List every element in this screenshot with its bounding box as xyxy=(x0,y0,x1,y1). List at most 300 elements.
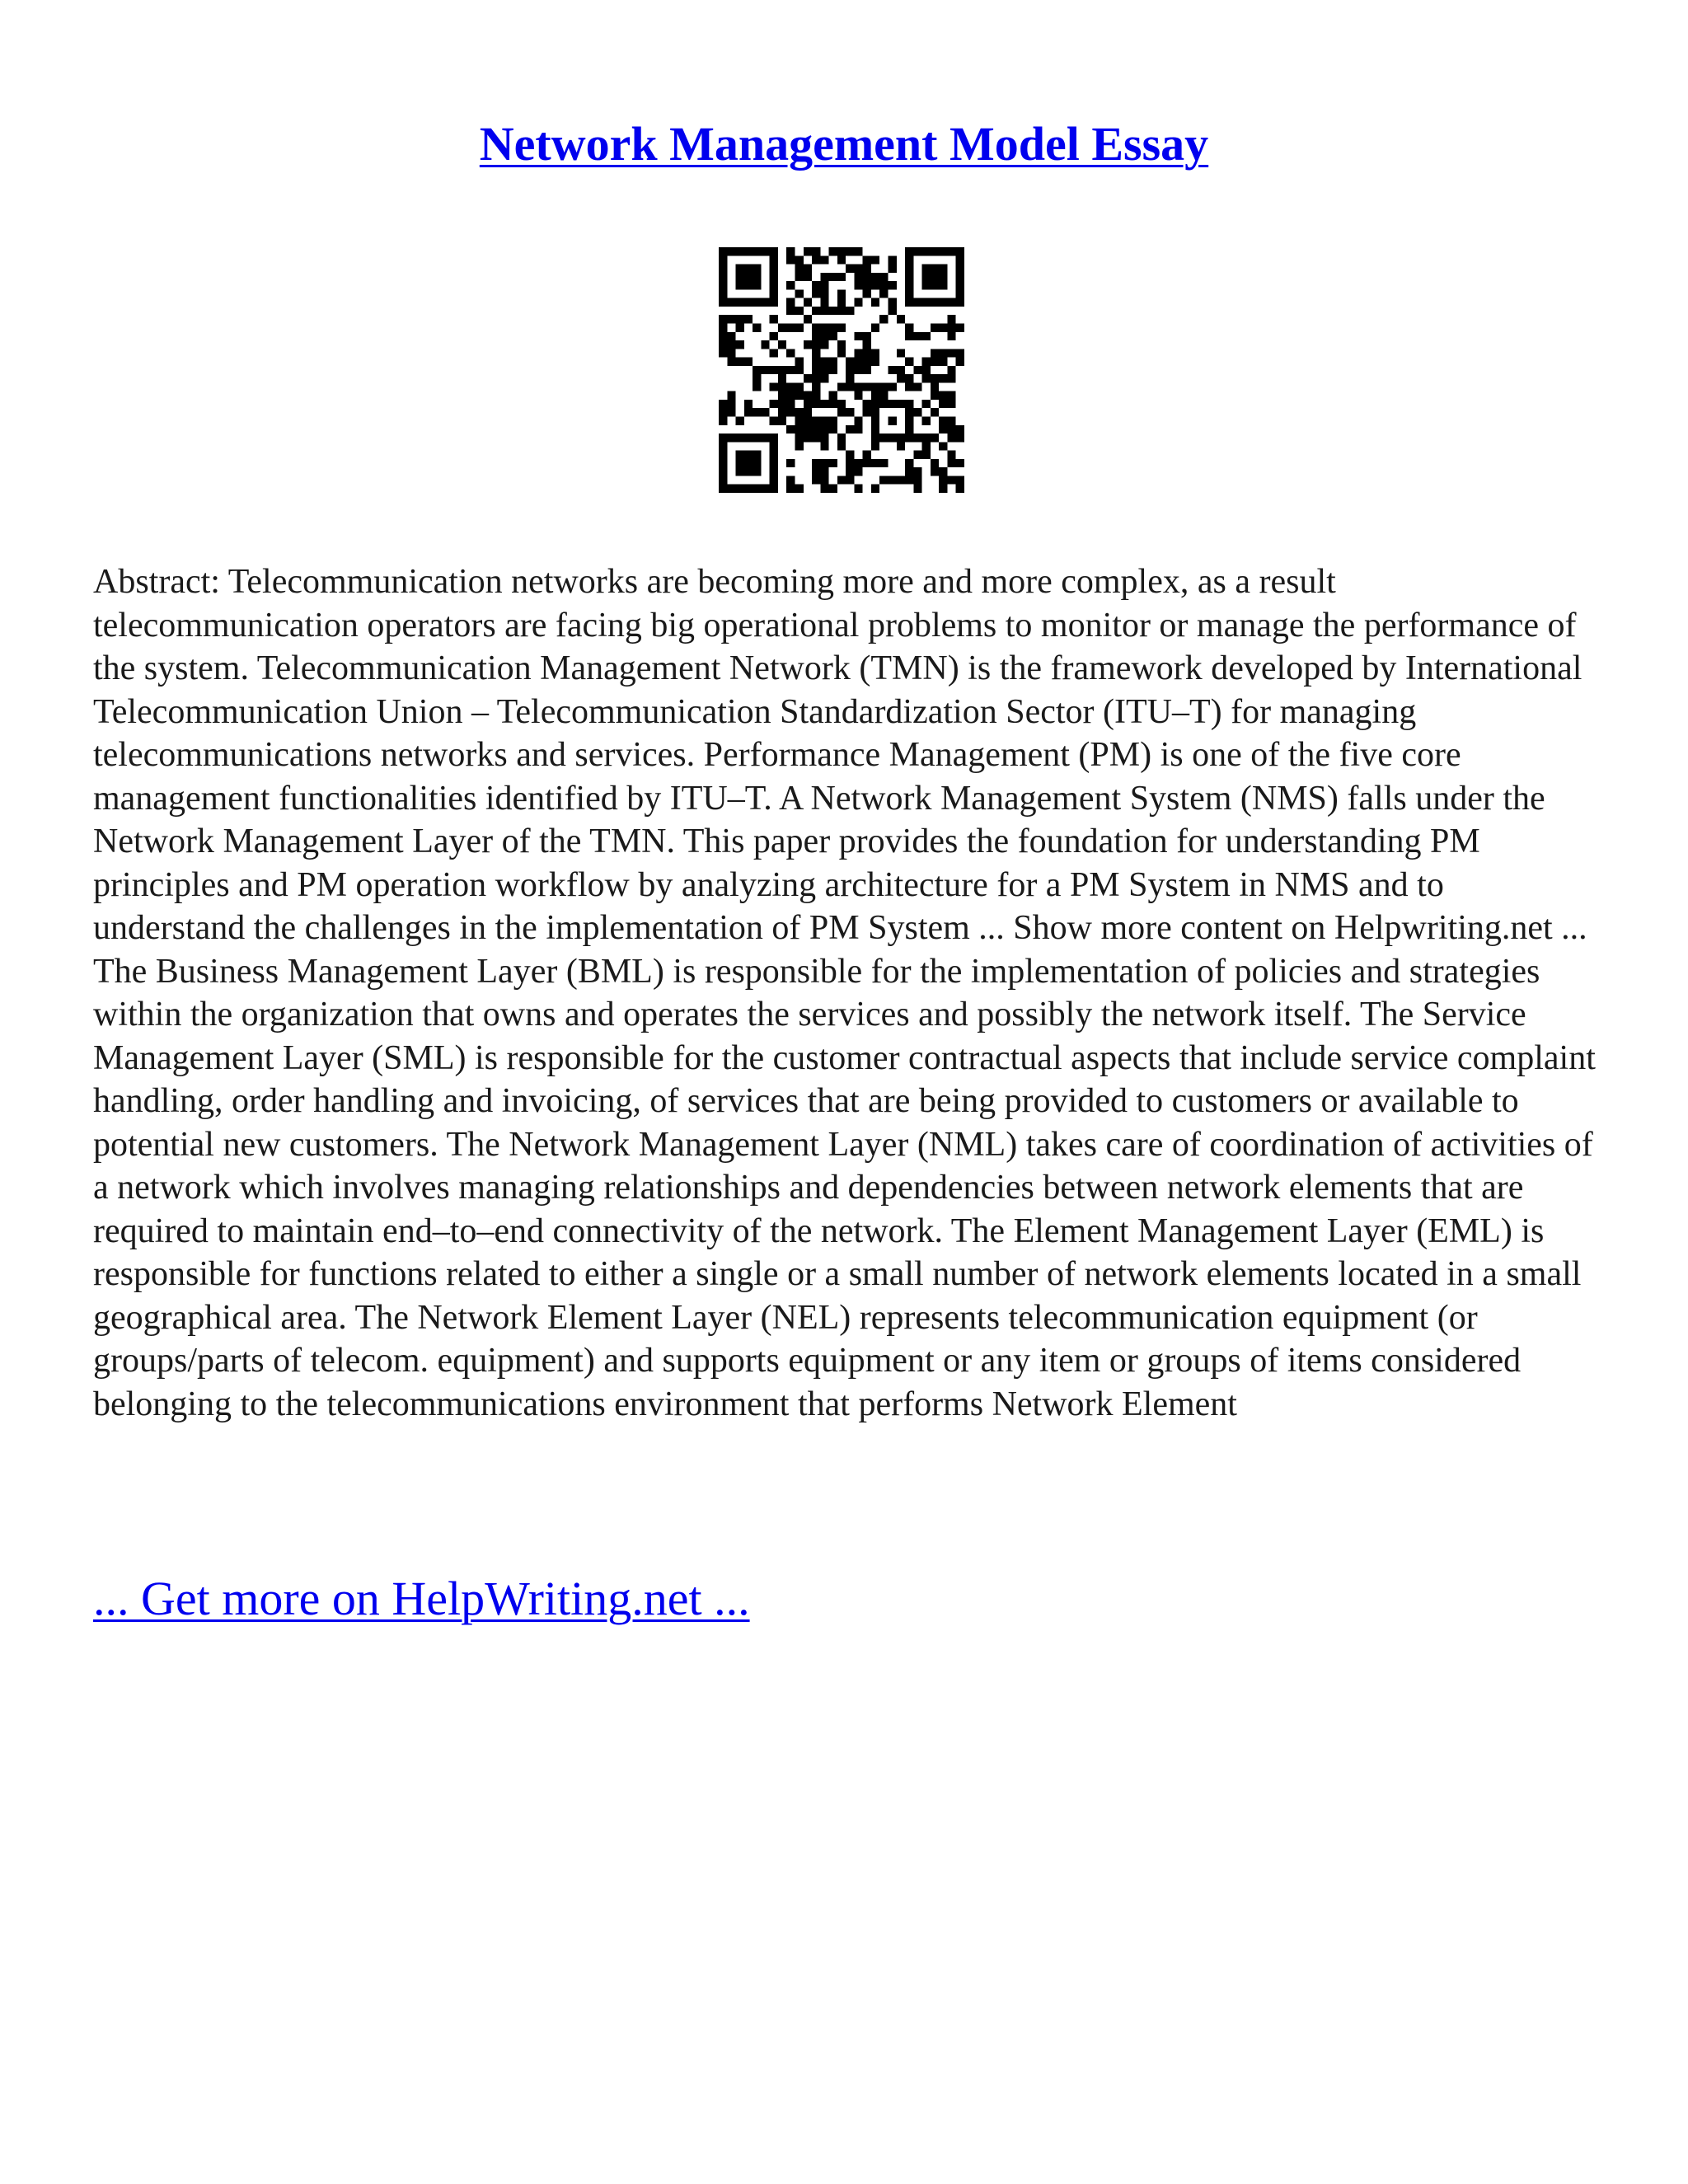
qr-module xyxy=(786,382,795,391)
qr-module xyxy=(820,374,828,382)
qr-module xyxy=(889,298,897,307)
qr-module xyxy=(889,255,897,264)
qr-module xyxy=(744,315,753,323)
qr-module xyxy=(795,358,803,366)
qr-module xyxy=(905,281,913,289)
qr-module xyxy=(905,332,913,340)
qr-module xyxy=(871,358,879,366)
qr-module xyxy=(753,451,761,459)
qr-module xyxy=(778,382,786,391)
qr-module xyxy=(770,265,778,273)
qr-module xyxy=(829,459,837,467)
qr-module xyxy=(744,434,753,442)
qr-module xyxy=(829,358,837,366)
qr-module xyxy=(761,434,769,442)
qr-code-graphic xyxy=(719,247,964,493)
qr-module xyxy=(770,485,778,493)
qr-module xyxy=(812,323,820,331)
qr-module xyxy=(719,332,727,340)
qr-module xyxy=(905,425,913,434)
qr-module xyxy=(753,434,761,442)
qr-module xyxy=(879,289,888,298)
qr-module xyxy=(889,307,897,315)
qr-module xyxy=(770,451,778,459)
qr-module xyxy=(786,391,795,400)
qr-module xyxy=(770,281,778,289)
qr-module xyxy=(820,358,828,366)
qr-module xyxy=(795,255,803,264)
qr-module xyxy=(837,476,846,484)
qr-module xyxy=(795,408,803,416)
qr-module xyxy=(922,265,931,273)
qr-module xyxy=(829,273,837,281)
qr-module xyxy=(761,366,769,374)
qr-module xyxy=(846,459,854,467)
body-paragraph: The Business Management Layer (BML) is responsible for the implementation of policies and strategies within the organization that owns and operates the services and possibly the network itself. The Service Management Layer (SML) is responsible for the customer contractual aspects that include service complaint handling, order handling and invoicing, of services that are being provided to customers or available to potential new customers. The Network Management Layer (NML) takes care of coordination of activities of a network which involves managing relationships and dependencies between network elements that are required to maintain end–to–end connectivity of the network. The Element Management Layer (EML) is responsible for functions related to either a single or a small number of network elements located in a small geographical area. The Network Element Layer (NEL) represents telecommunication equipment (or groups/parts of telecom. equipment) and supports equipment or any item or groups of items considered belonging to the telecommunications environment that performs Network Element xyxy=(93,952,1596,1423)
qr-module xyxy=(795,434,803,442)
qr-module xyxy=(931,382,939,391)
qr-module xyxy=(931,434,939,442)
qr-code-icon xyxy=(719,247,964,493)
qr-module xyxy=(863,358,871,366)
qr-module xyxy=(812,434,820,442)
qr-module xyxy=(753,273,761,281)
qr-module xyxy=(820,400,828,408)
qr-module xyxy=(753,323,761,331)
qr-module xyxy=(889,265,897,273)
qr-module xyxy=(736,281,744,289)
qr-module xyxy=(753,374,761,382)
qr-module xyxy=(736,459,744,467)
qr-module xyxy=(778,408,786,416)
qr-module xyxy=(770,332,778,340)
qr-module xyxy=(947,425,955,434)
qr-module xyxy=(897,400,905,408)
qr-module xyxy=(905,459,913,467)
qr-module xyxy=(727,298,735,307)
qr-module xyxy=(897,442,905,450)
qr-module xyxy=(854,281,862,289)
qr-module xyxy=(719,255,727,264)
qr-module xyxy=(913,485,921,493)
qr-module xyxy=(829,323,837,331)
qr-module xyxy=(719,340,727,349)
qr-module xyxy=(931,408,939,416)
qr-module xyxy=(854,332,862,340)
qr-module xyxy=(889,400,897,408)
qr-module xyxy=(939,442,947,450)
qr-module xyxy=(786,400,795,408)
qr-module xyxy=(812,374,820,382)
qr-module xyxy=(820,467,828,476)
qr-module xyxy=(778,417,786,425)
qr-module xyxy=(770,255,778,264)
qr-module xyxy=(913,451,921,459)
qr-module xyxy=(786,425,795,434)
qr-module xyxy=(889,382,897,391)
qr-module xyxy=(804,417,812,425)
qr-module xyxy=(719,400,727,408)
qr-module xyxy=(719,315,727,323)
qr-module xyxy=(947,391,955,400)
qr-module xyxy=(778,391,786,400)
qr-module xyxy=(939,358,947,366)
qr-module xyxy=(863,366,871,374)
qr-module xyxy=(719,247,727,255)
qr-module xyxy=(956,265,964,273)
qr-module xyxy=(871,281,879,289)
qr-module xyxy=(956,358,964,366)
qr-module xyxy=(736,315,744,323)
qr-module xyxy=(879,382,888,391)
qr-module xyxy=(947,451,955,459)
qr-module xyxy=(913,467,921,476)
qr-module xyxy=(854,391,862,400)
qr-module xyxy=(719,408,727,416)
qr-module xyxy=(905,400,913,408)
qr-module xyxy=(770,459,778,467)
qr-module xyxy=(863,265,871,273)
qr-module xyxy=(956,349,964,357)
qr-module xyxy=(820,476,828,484)
qr-module xyxy=(812,340,820,349)
qr-module xyxy=(812,467,820,476)
qr-module xyxy=(871,391,879,400)
qr-module xyxy=(854,366,862,374)
qr-module xyxy=(947,298,955,307)
qr-module xyxy=(931,273,939,281)
qr-module xyxy=(753,265,761,273)
qr-module xyxy=(854,485,862,493)
qr-module xyxy=(846,247,854,255)
qr-module xyxy=(804,315,812,323)
qr-module xyxy=(913,382,921,391)
qr-module xyxy=(956,281,964,289)
qr-module xyxy=(956,476,964,484)
qr-module xyxy=(922,281,931,289)
qr-module xyxy=(727,400,735,408)
qr-module xyxy=(854,298,862,307)
qr-module xyxy=(956,485,964,493)
qr-module xyxy=(829,307,837,315)
qr-module xyxy=(846,476,854,484)
qr-module xyxy=(820,255,828,264)
qr-module xyxy=(905,408,913,416)
qr-module xyxy=(922,298,931,307)
qr-module xyxy=(736,485,744,493)
qr-module xyxy=(727,391,735,400)
qr-module xyxy=(863,451,871,459)
qr-module xyxy=(863,289,871,298)
qr-module xyxy=(795,485,803,493)
qr-module xyxy=(947,332,955,340)
qr-module xyxy=(812,459,820,467)
qr-module xyxy=(863,382,871,391)
qr-module xyxy=(947,434,955,442)
qr-module xyxy=(846,307,854,315)
qr-module xyxy=(905,247,913,255)
qr-module xyxy=(939,485,947,493)
qr-module xyxy=(812,476,820,484)
qr-module xyxy=(719,442,727,450)
qr-module xyxy=(778,374,786,382)
qr-module xyxy=(879,391,888,400)
qr-module xyxy=(939,323,947,331)
qr-module xyxy=(931,265,939,273)
qr-module xyxy=(719,323,727,331)
qr-module xyxy=(897,374,905,382)
qr-module xyxy=(770,247,778,255)
qr-module xyxy=(922,358,931,366)
qr-module xyxy=(744,400,753,408)
qr-module xyxy=(753,247,761,255)
qr-module xyxy=(871,417,879,425)
qr-module xyxy=(744,358,753,366)
qr-module xyxy=(761,247,769,255)
qr-module xyxy=(744,281,753,289)
qr-module xyxy=(922,374,931,382)
qr-module xyxy=(820,273,828,281)
qr-module xyxy=(770,298,778,307)
qr-module xyxy=(736,265,744,273)
qr-module xyxy=(863,273,871,281)
qr-module xyxy=(837,340,846,349)
qr-module xyxy=(719,459,727,467)
qr-module xyxy=(820,485,828,493)
qr-module xyxy=(913,247,921,255)
qr-module xyxy=(846,382,854,391)
qr-module xyxy=(846,467,854,476)
qr-module xyxy=(727,485,735,493)
qr-module xyxy=(719,417,727,425)
qr-module xyxy=(931,374,939,382)
qr-module xyxy=(820,307,828,315)
qr-module xyxy=(770,273,778,281)
qr-module xyxy=(897,349,905,357)
qr-module xyxy=(786,485,795,493)
qr-module xyxy=(922,400,931,408)
qr-module xyxy=(804,340,812,349)
qr-module xyxy=(761,340,769,349)
qr-module xyxy=(947,315,955,323)
qr-module xyxy=(956,459,964,467)
qr-module xyxy=(820,323,828,331)
qr-module xyxy=(863,349,871,357)
qr-module xyxy=(719,434,727,442)
qr-module xyxy=(812,417,820,425)
qr-module xyxy=(804,298,812,307)
qr-module xyxy=(905,273,913,281)
qr-module xyxy=(812,307,820,315)
qr-module xyxy=(812,391,820,400)
qr-module xyxy=(753,382,761,391)
qr-module xyxy=(922,434,931,442)
qr-module xyxy=(786,366,795,374)
qr-module xyxy=(736,434,744,442)
qr-module xyxy=(939,400,947,408)
qr-module xyxy=(719,273,727,281)
qr-module xyxy=(786,476,795,484)
qr-module xyxy=(871,485,879,493)
qr-module xyxy=(854,467,862,476)
qr-module xyxy=(913,434,921,442)
qr-module xyxy=(812,332,820,340)
qr-module xyxy=(770,400,778,408)
qr-module xyxy=(761,298,769,307)
qr-module xyxy=(753,459,761,467)
qr-module xyxy=(820,281,828,289)
qr-module xyxy=(956,323,964,331)
qr-module xyxy=(812,255,820,264)
qr-module xyxy=(795,382,803,391)
qr-module xyxy=(871,323,879,331)
qr-module xyxy=(786,408,795,416)
qr-module xyxy=(947,349,955,357)
qr-module xyxy=(913,366,921,374)
qr-module xyxy=(931,323,939,331)
qr-module xyxy=(795,265,803,273)
qr-module xyxy=(804,391,812,400)
page-title[interactable]: Network Management Model Essay xyxy=(479,117,1209,171)
qr-module xyxy=(863,281,871,289)
qr-module xyxy=(863,459,871,467)
qr-module xyxy=(913,332,921,340)
qr-module xyxy=(753,485,761,493)
qr-module xyxy=(795,366,803,374)
qr-module xyxy=(897,315,905,323)
abstract-paragraph: Abstract: Telecommunication networks are becoming more and more complex, as a result telecommunication operators are facing big operational problems to monitor or manage the performance of the system. Telecommunication Management Network (TMN) is the framework developed by International Telecommunication Union – Telecommunication Standardization Sector (ITU–T) for managing telecommunications networks and services. Performance Management (PM) is one of the five core management functionalities identified by ITU–T. A Network Management System (NMS) falls under the Network Management Layer of the TMN. This paper provides the foundation for understanding PM principles and PM operation workflow by analyzing architecture for a PM System in NMS and to understand the challenges in the implementation of PM System ... Show more content on Helpwriting.net ... xyxy=(93,563,1587,947)
qr-module xyxy=(820,340,828,349)
qr-module xyxy=(770,366,778,374)
qr-module xyxy=(804,374,812,382)
qr-module xyxy=(736,298,744,307)
qr-module xyxy=(736,247,744,255)
qr-module xyxy=(905,467,913,476)
qr-module xyxy=(897,476,905,484)
qr-module xyxy=(854,265,862,273)
qr-module xyxy=(744,451,753,459)
qr-module xyxy=(719,298,727,307)
qr-module xyxy=(753,298,761,307)
qr-module xyxy=(829,332,837,340)
qr-module xyxy=(905,476,913,484)
qr-module xyxy=(905,323,913,331)
qr-module xyxy=(786,255,795,264)
qr-module xyxy=(804,400,812,408)
qr-module xyxy=(956,298,964,307)
qr-module xyxy=(854,247,862,255)
qr-module xyxy=(778,366,786,374)
qr-module xyxy=(837,349,846,357)
qr-module xyxy=(854,273,862,281)
qr-module xyxy=(727,340,735,349)
qr-module xyxy=(744,459,753,467)
qr-module xyxy=(837,442,846,450)
qr-module xyxy=(871,459,879,467)
qr-module xyxy=(956,434,964,442)
qr-module xyxy=(770,442,778,450)
qr-module xyxy=(879,434,888,442)
qr-module xyxy=(931,298,939,307)
qr-module xyxy=(829,391,837,400)
qr-module xyxy=(871,273,879,281)
qr-module xyxy=(812,281,820,289)
qr-module xyxy=(719,289,727,298)
qr-module xyxy=(947,247,955,255)
qr-module xyxy=(939,391,947,400)
essay-body xyxy=(93,560,1601,1426)
qr-module xyxy=(913,298,921,307)
qr-module xyxy=(837,408,846,416)
qr-module xyxy=(879,400,888,408)
qr-module xyxy=(829,417,837,425)
qr-module xyxy=(939,425,947,434)
qr-module xyxy=(829,485,837,493)
qr-module xyxy=(829,400,837,408)
qr-module xyxy=(795,417,803,425)
qr-module xyxy=(736,417,744,425)
qr-module xyxy=(879,315,888,323)
qr-module xyxy=(719,485,727,493)
qr-module xyxy=(795,425,803,434)
qr-module xyxy=(837,247,846,255)
qr-module xyxy=(854,358,862,366)
qr-module xyxy=(812,247,820,255)
qr-module xyxy=(922,451,931,459)
qr-module xyxy=(947,476,955,484)
qr-module xyxy=(931,281,939,289)
qr-module xyxy=(770,476,778,484)
qr-module xyxy=(744,298,753,307)
qr-module xyxy=(812,289,820,298)
qr-module xyxy=(719,281,727,289)
qr-module xyxy=(846,374,854,382)
qr-module xyxy=(863,400,871,408)
qr-module xyxy=(931,459,939,467)
qr-module xyxy=(727,247,735,255)
qr-module xyxy=(905,434,913,442)
qr-module xyxy=(744,485,753,493)
qr-module xyxy=(744,265,753,273)
qr-module xyxy=(770,289,778,298)
qr-module xyxy=(770,349,778,357)
qr-module xyxy=(804,247,812,255)
get-more-link[interactable]: ... Get more on HelpWriting.net ... xyxy=(93,1572,750,1625)
qr-module xyxy=(931,467,939,476)
qr-module xyxy=(736,273,744,281)
qr-module xyxy=(727,434,735,442)
qr-module xyxy=(947,400,955,408)
qr-module xyxy=(727,408,735,416)
qr-module xyxy=(795,323,803,331)
qr-module xyxy=(947,417,955,425)
qr-module xyxy=(786,247,795,255)
qr-module xyxy=(931,391,939,400)
qr-module xyxy=(786,459,795,467)
qr-module xyxy=(846,366,854,374)
qr-module xyxy=(812,400,820,408)
qr-module xyxy=(956,425,964,434)
qr-module xyxy=(931,247,939,255)
qr-module xyxy=(795,391,803,400)
qr-module xyxy=(719,265,727,273)
qr-module xyxy=(770,417,778,425)
qr-module xyxy=(871,349,879,357)
qr-module xyxy=(719,451,727,459)
qr-module xyxy=(846,425,854,434)
qr-module xyxy=(939,349,947,357)
qr-module xyxy=(736,323,744,331)
